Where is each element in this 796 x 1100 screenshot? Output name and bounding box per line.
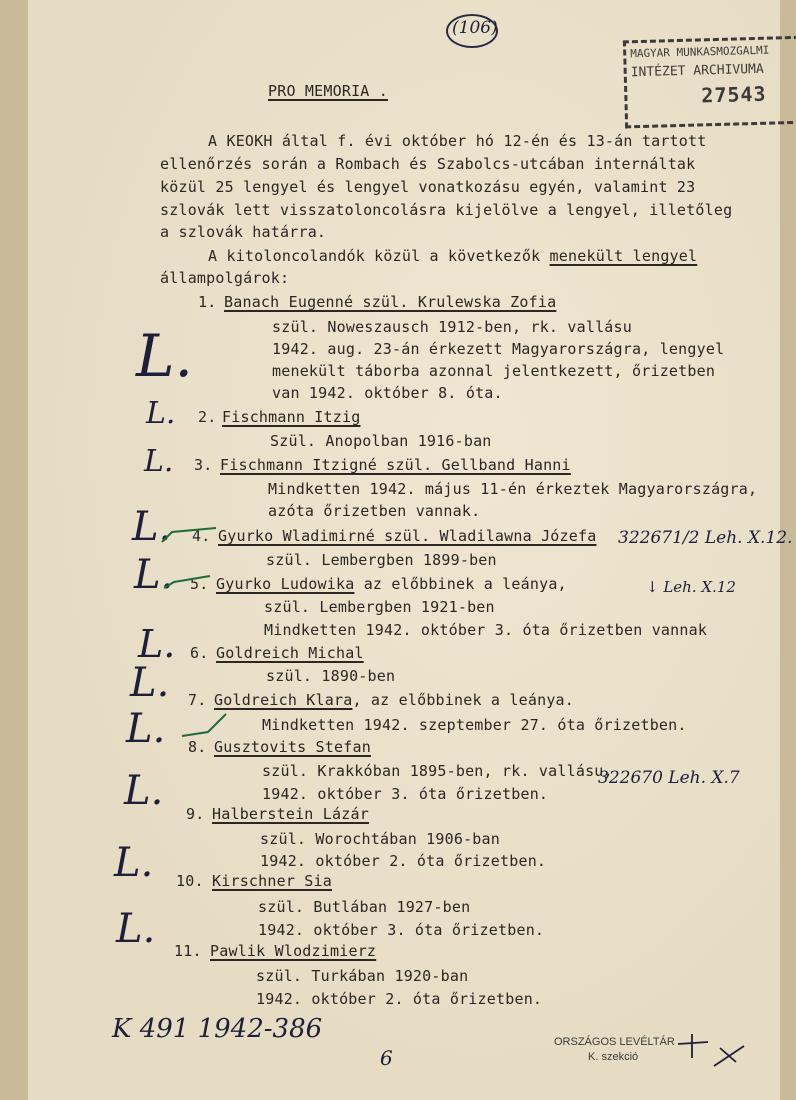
entry-name: Halberstein Lázár bbox=[212, 805, 369, 823]
entry-name-line bbox=[216, 575, 567, 593]
entry-name: Kirschner Sia bbox=[212, 872, 332, 890]
archive-footer-line-1: ORSZÁGOS LEVÉLTÁR bbox=[554, 1036, 675, 1048]
entry-name: Gusztovits Stefan bbox=[214, 738, 371, 756]
entry-name: Fischmann Itzigné szül. Gellband Hanni bbox=[220, 456, 571, 474]
intro-line-3: közül 25 lengyel és lengyel vonatkozásu egyén, valamint 23 bbox=[160, 178, 696, 196]
green-pen-marks bbox=[158, 520, 238, 640]
entry-detail: Mindketten 1942. május 11-én érkeztek Magyarországra, bbox=[268, 480, 758, 498]
entry-number: 1. bbox=[198, 293, 217, 311]
intro-line-2: ellenőrzés során a Rombach és Szabolcs-utcában internáltak bbox=[160, 155, 696, 173]
entry-number: 6. bbox=[190, 644, 209, 662]
entry-detail: menekült táborba azonnal jelentkezett, őrizetben bbox=[272, 362, 716, 380]
entry-detail: 1942. október 2. óta őrizetben. bbox=[256, 990, 543, 1008]
handwritten-note-entry-4: 322671/2 Leh. X.12. bbox=[618, 528, 793, 548]
entry-number: 10. bbox=[176, 872, 204, 890]
handwritten-mark: L. bbox=[138, 622, 176, 666]
intro-para-2-line-2: állampolgárok: bbox=[160, 269, 290, 287]
entry-name: Goldreich Michal bbox=[216, 644, 364, 662]
entry-name: Gyurko Wladimirné szül. Wladilawna Józefa bbox=[218, 527, 597, 545]
entry-number: 7. bbox=[188, 691, 207, 709]
entry-name-line bbox=[214, 691, 574, 709]
handwritten-mark: L. bbox=[114, 840, 154, 886]
handwritten-mark: L. bbox=[124, 768, 164, 814]
green-pen-mark-8 bbox=[178, 710, 258, 750]
entry-detail: szül. Lembergben 1921-ben bbox=[264, 598, 495, 616]
entry-detail: szül. 1890-ben bbox=[266, 667, 396, 685]
handwritten-note-entry-5: ↓ Leh. X.12 bbox=[646, 578, 736, 596]
stamp-line-2: INTÉZET ARCHIVUMA bbox=[630, 61, 764, 81]
entry-name-suffix: az előbbinek a leánya, bbox=[354, 575, 567, 593]
intro-line-1: A KEOKH által f. évi október hó 12-én és 13-án tartott bbox=[208, 132, 707, 150]
entry-detail: 1942. október 3. óta őrizetben. bbox=[262, 785, 549, 803]
intro-para-2-line-1 bbox=[208, 247, 697, 265]
entry-detail: szül. Noweszausch 1912-ben, rk. vallásu bbox=[272, 318, 632, 336]
entry-number: 5. bbox=[190, 575, 209, 593]
entry-detail: szül. Worochtában 1906-ban bbox=[260, 830, 500, 848]
handwritten-reference: K 491 1942-386 bbox=[112, 1014, 323, 1044]
intro-para-2-text: A kitoloncolandók közül a következők bbox=[208, 247, 550, 265]
stamp-line-1: MAGYAR MUNKASMOZGALMI bbox=[630, 43, 770, 61]
handwritten-mark: L. bbox=[136, 322, 193, 390]
entry-number: 11. bbox=[174, 942, 202, 960]
intro-para-2-underlined: menekült lengyel bbox=[549, 247, 698, 265]
folio-number: (106) bbox=[452, 18, 498, 38]
entry-name: Gyurko Ludowika bbox=[216, 575, 355, 593]
entry-name: Goldreich Klara bbox=[214, 691, 353, 709]
entry-detail: szül. Butlában 1927-ben bbox=[258, 898, 471, 916]
handwritten-mark: L. bbox=[116, 906, 156, 952]
entry-name: Banach Eugenné szül. Krulewska Zofia bbox=[224, 293, 557, 311]
handwritten-note-entry-8: 322670 Leh. X.7 bbox=[598, 768, 740, 788]
entry-detail: szül. Turkában 1920-ban bbox=[256, 967, 469, 985]
document-page bbox=[28, 0, 793, 1100]
handwritten-mark: L. bbox=[144, 444, 174, 479]
entry-detail: Mindketten 1942. szeptember 27. óta őrizetben. bbox=[262, 716, 687, 734]
stamp-number: 27543 bbox=[701, 81, 767, 108]
entry-name: Pawlik Wlodzimierz bbox=[210, 942, 377, 960]
entry-detail: 1942. aug. 23-án érkezett Magyarországra, lengyel bbox=[272, 340, 725, 358]
intro-line-5: a szlovák határra. bbox=[160, 223, 327, 241]
handwritten-page-number: 6 bbox=[380, 1046, 393, 1070]
entry-detail: 1942. október 3. óta őrizetben. bbox=[258, 921, 545, 939]
archive-footer-line-2: K. szekció bbox=[588, 1051, 639, 1063]
intro-line-4: szlovák lett visszatoloncolásra kijelölve a lengyel, illetőleg bbox=[160, 201, 733, 219]
entry-detail: van 1942. október 8. óta. bbox=[272, 384, 503, 402]
handwritten-mark: L. bbox=[126, 706, 166, 752]
entry-name-suffix: , az előbbinek a leánya. bbox=[352, 691, 575, 709]
handwritten-mark: L. bbox=[130, 660, 170, 706]
entry-number: 2. bbox=[198, 408, 217, 426]
handwritten-mark: L. bbox=[146, 396, 176, 431]
entry-detail: 1942. október 2. óta őrizetben. bbox=[260, 852, 547, 870]
entry-number: 8. bbox=[188, 738, 207, 756]
entry-detail: szül. Krakkóban 1895-ben, rk. vallásu, bbox=[262, 762, 613, 780]
handwritten-scribble bbox=[674, 1030, 754, 1074]
handwritten-mark: L. bbox=[132, 504, 172, 550]
entry-detail: szül. Lembergben 1899-ben bbox=[266, 551, 497, 569]
entry-name: Fischmann Itzig bbox=[222, 408, 361, 426]
entry-number: 3. bbox=[194, 456, 213, 474]
entry-detail: Szül. Anopolban 1916-ban bbox=[270, 432, 492, 450]
page-title: PRO MEMORIA . bbox=[268, 82, 388, 100]
entry-detail: Mindketten 1942. október 3. óta őrizetben vannak bbox=[264, 621, 708, 639]
handwritten-mark: L. bbox=[134, 552, 174, 598]
entry-detail: azóta őrizetben vannak. bbox=[268, 502, 481, 520]
entry-number: 9. bbox=[186, 805, 205, 823]
entry-number: 4. bbox=[192, 527, 211, 545]
archive-stamp bbox=[623, 36, 796, 129]
